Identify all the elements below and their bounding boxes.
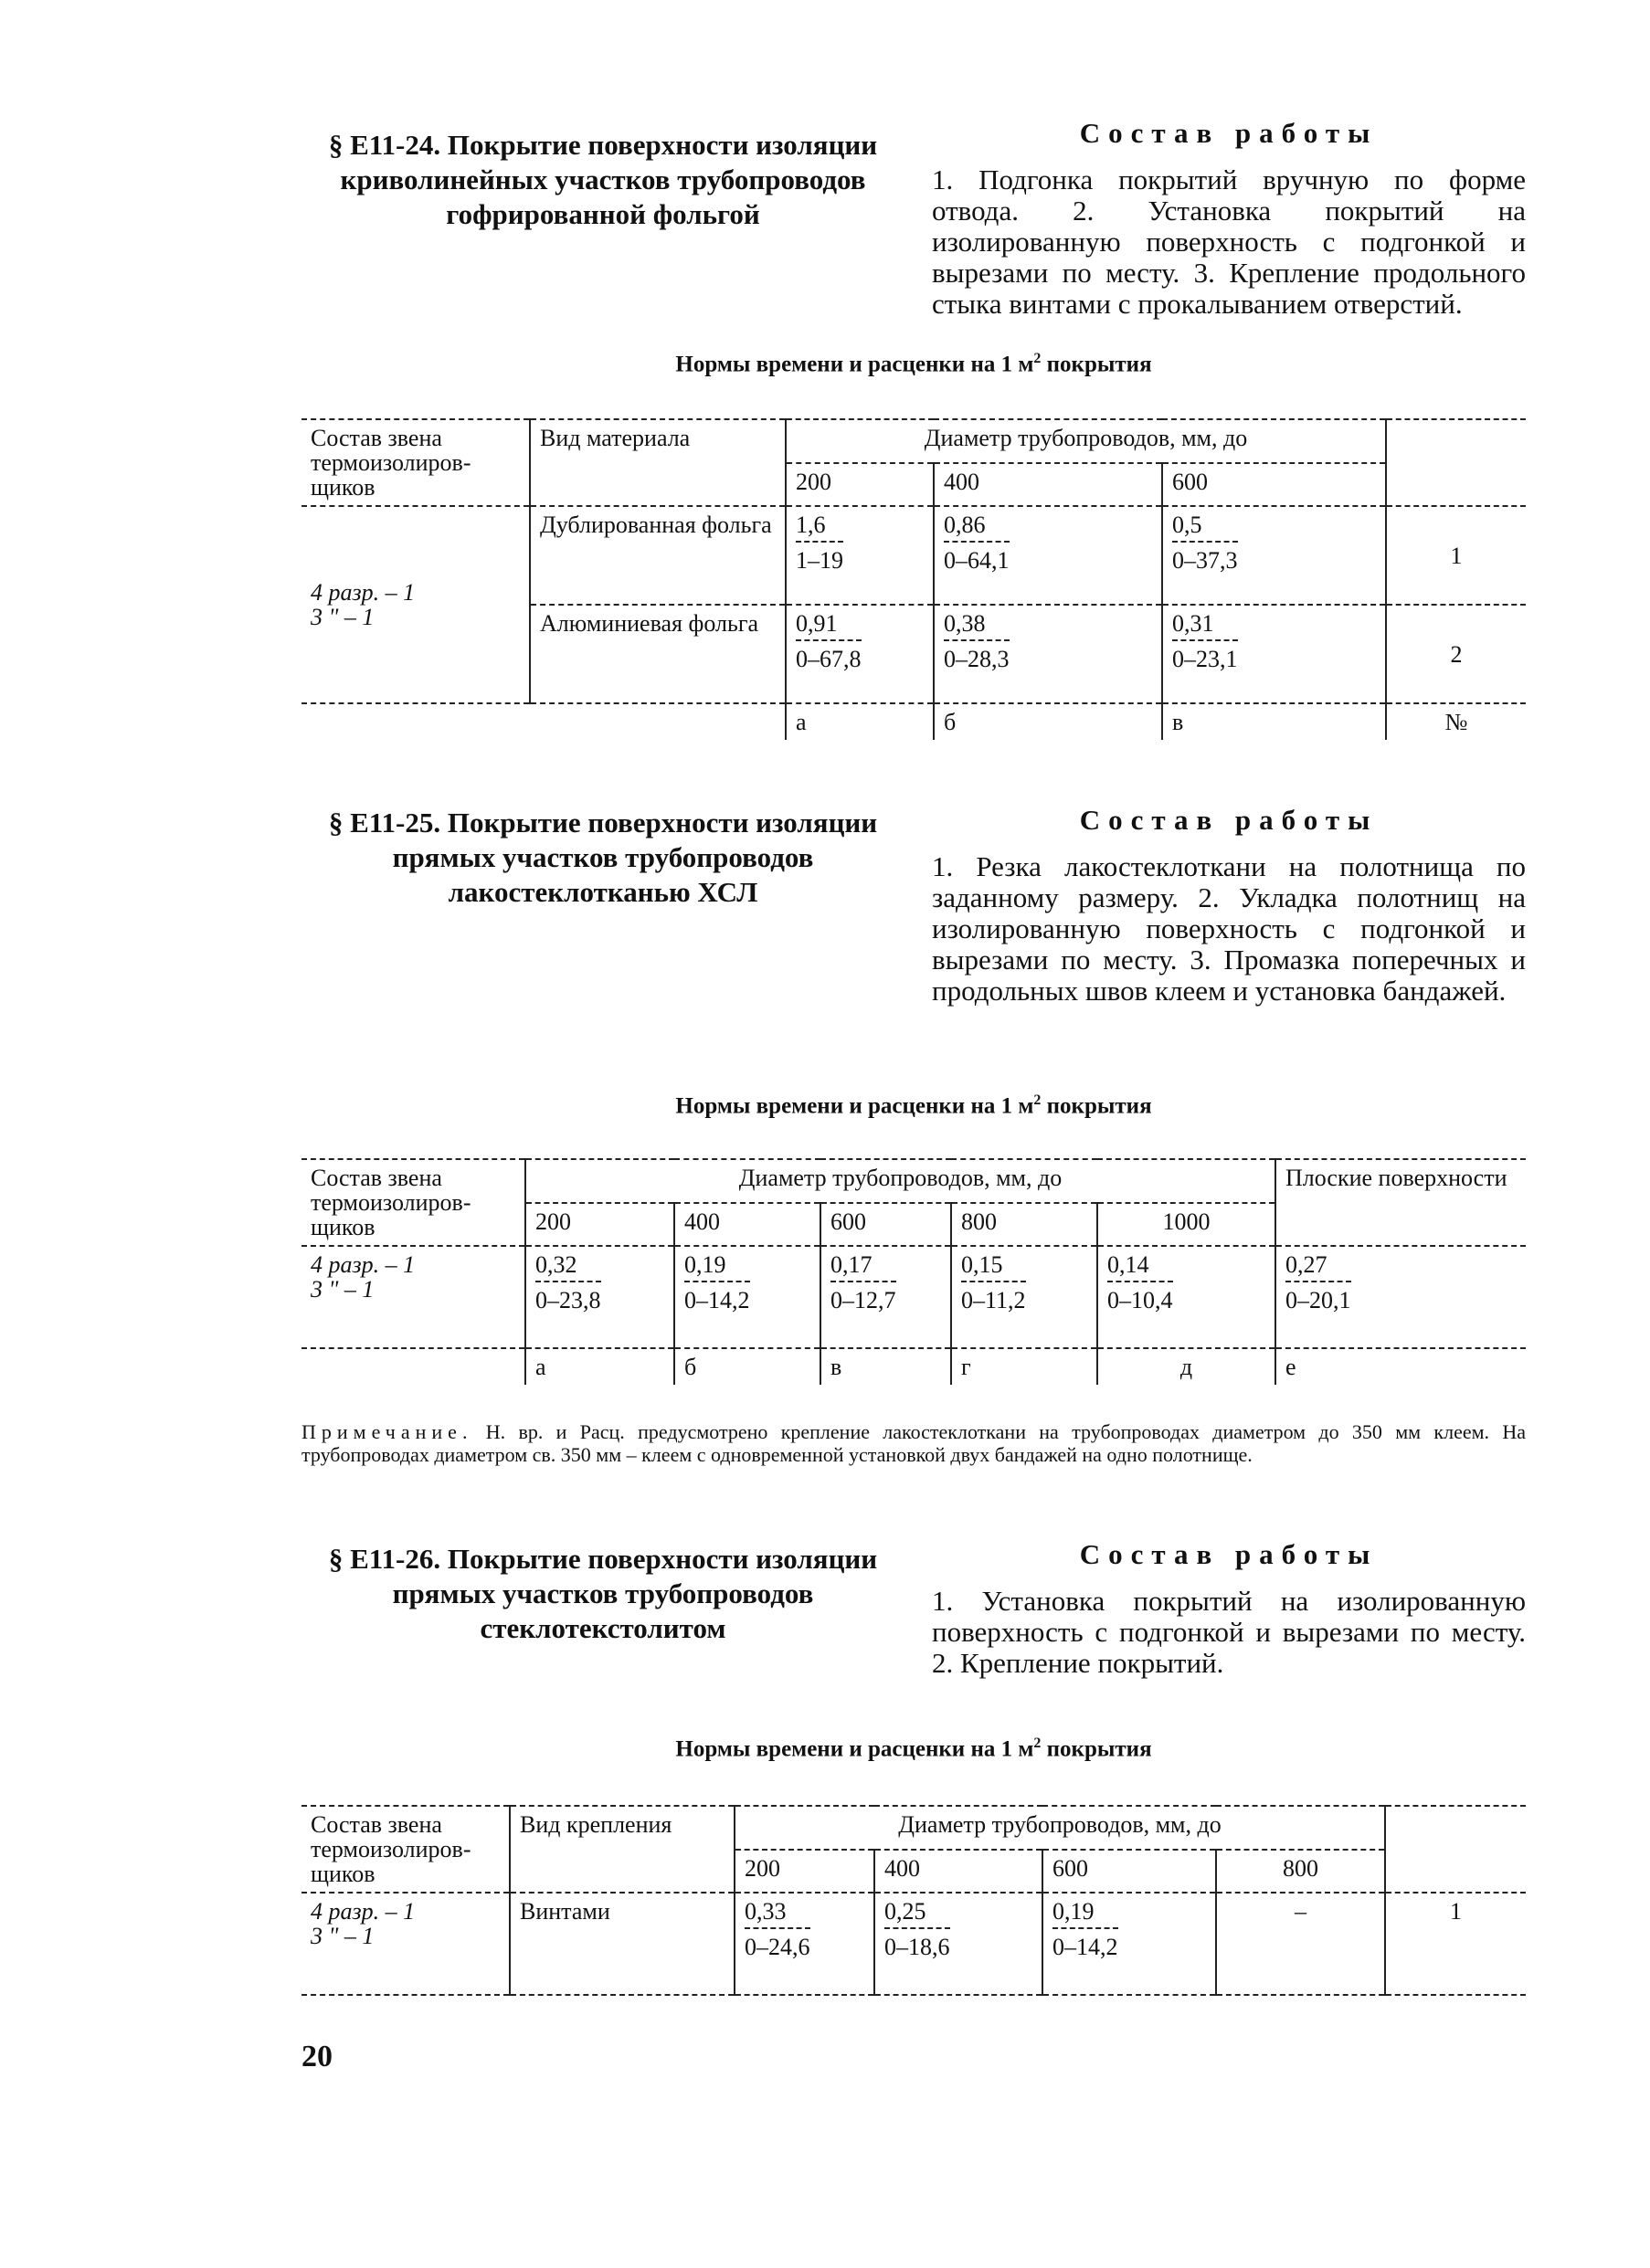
crew-line: 4 разр. – 1 [311,579,416,606]
norm-time: 0,91 [796,610,838,637]
header-crew: Состав звена термоизолиров-щиков [301,1159,525,1246]
norm-time: 0,15 [961,1251,1003,1278]
norm-time: 1,6 [796,512,826,538]
crew-line: 3 " – 1 [311,1923,375,1949]
norms-table [301,1158,1526,1385]
col-letter: е [1275,1348,1526,1385]
header-fixing: Вид крепления [510,1806,735,1893]
diam-400: 400 [934,463,1162,507]
norm-time: 0,14 [1107,1251,1149,1278]
diam-1000: 1000 [1097,1203,1275,1247]
col-letter: г [951,1348,1097,1385]
header-diameter: Диаметр трубопроводов, мм, до [786,419,1386,463]
rate: 0–14,2 [1052,1927,1118,1959]
empty-cell [301,1348,525,1385]
value-cell [674,1246,820,1348]
header-material: Вид материала [530,419,786,506]
table-note [301,1420,1526,1466]
norm-time: 0,31 [1172,610,1214,637]
norms-table [301,1805,1526,1996]
page-number: 20 [301,2040,333,2073]
crew-line: 3 " – 1 [311,604,375,630]
work-heading: Состав работы [1079,117,1379,149]
norm-time: 0,19 [1052,1898,1095,1925]
norm-time: 0,32 [535,1251,577,1278]
col-letter: в [820,1348,951,1385]
header-num-col [1386,419,1526,506]
section-title: § Е11-25. Покрытие поверхности изоляции прямых участков трубопроводов лакостеклотканью ХСЛ [328,807,878,908]
value-cell [934,506,1162,605]
norm-time: 0,33 [745,1898,787,1925]
value-cell [1097,1246,1275,1348]
number-label: № [1386,703,1526,740]
crew-cell [301,1893,510,1995]
rate: 0–23,1 [1172,639,1238,671]
col-letter: в [1162,703,1386,740]
material-cell: Дублированная фольга [530,506,786,605]
rate: 1–19 [796,541,843,573]
diam-400: 400 [874,1850,1042,1894]
col-letter: б [674,1348,820,1385]
section-title: § Е11-24. Покрытие поверхности изоляции криволинейных участков трубопроводов гофрированной фольгой [328,129,878,230]
diam-200: 200 [735,1850,874,1894]
header-num-col [1385,1806,1526,1893]
value-cell [525,1246,674,1348]
note-label: Примечание. [301,1420,473,1443]
row-number: 1 [1385,1893,1526,1995]
norm-time: 0,19 [684,1251,726,1278]
value-cell [735,1893,874,1995]
diam-600: 600 [820,1203,951,1247]
diam-200: 200 [525,1203,674,1247]
diam-400: 400 [674,1203,820,1247]
diam-800: 800 [951,1203,1097,1247]
empty-cell [530,703,786,740]
col-letter: д [1097,1348,1275,1385]
rate: 0–64,1 [944,541,1010,573]
value-cell [786,605,934,703]
value-cell [951,1246,1097,1348]
rate: 0–11,2 [961,1281,1026,1313]
value-cell: – [1216,1893,1385,1995]
col-letter: а [786,703,934,740]
work-text: 1. Установка покрытий на изолированную поверхность с подгонкой и вырезами по месту. 2. Крепление покрытий. [932,1585,1526,1679]
norms-heading: Нормы времени и расценки на 1 $м^2$ покрытия [675,1735,1152,1762]
diam-600: 600 [1162,463,1386,507]
work-text: 1. Резка лакостеклоткани на полотнища по заданному размеру. 2. Укладка полотнищ на изолированную поверхность с подгонкой и вырезами по месту. 3. Промазка поперечных и продольных швов клеем и установка бандажей. [932,850,1526,1007]
col-letter: а [525,1348,674,1385]
work-heading: Состав работы [1079,1538,1379,1570]
diam-200: 200 [786,463,934,507]
value-cell [820,1246,951,1348]
norm-time: 0,17 [830,1251,873,1278]
rate: 0–10,4 [1107,1281,1173,1313]
col-letter: б [934,703,1162,740]
value-cell [934,605,1162,703]
header-flat: Плоские поверхности [1275,1159,1526,1246]
header-crew: Состав звена термоизолиров-щиков [301,419,530,506]
norms-heading: Нормы времени и расценки на 1 $м^2$ покрытия [675,351,1152,377]
value-cell [1042,1893,1216,1995]
empty-cell [301,703,530,740]
value-cell [1162,605,1386,703]
value-cell [1275,1246,1526,1348]
crew-cell [301,1246,525,1348]
crew-line: 4 разр. – 1 [311,1251,416,1278]
crew-line: 4 разр. – 1 [311,1898,416,1925]
norm-time: 0,86 [944,512,986,538]
section-title: § Е11-26. Покрытие поверхности изоляции прямых участков трубопроводов стеклотекстолитом [328,1543,878,1644]
crew-cell [301,506,530,703]
rate: 0–23,8 [535,1281,601,1313]
value-cell [786,506,934,605]
material-cell: Алюминиевая фольга [530,605,786,703]
header-crew: Состав звена термоизолиров-щиков [301,1806,510,1893]
row-number: 1 [1386,506,1526,605]
rate: 0–28,3 [944,639,1010,671]
norms-table [301,418,1526,740]
header-diameter: Диаметр трубопроводов, мм, до [525,1159,1275,1203]
work-heading: Состав работы [1079,804,1379,836]
fixing-cell: Винтами [510,1893,735,1995]
rate: 0–18,6 [884,1927,950,1959]
crew-line: 3 " – 1 [311,1276,375,1303]
norm-time: 0,38 [944,610,986,637]
work-text: 1. Подгонка покрытий вручную по форме отвода. 2. Установка покрытий на изолированную поверхность с подгонкой и вырезами по месту. 3. Крепление продольного стыка винтами с прокалыванием отверстий. [932,164,1526,320]
rate: 0–24,6 [745,1927,810,1959]
rate: 0–37,3 [1172,541,1238,573]
norm-time: 0,5 [1172,512,1202,538]
value-cell [874,1893,1042,1995]
row-number: 2 [1386,605,1526,703]
norm-time: 0,25 [884,1898,926,1925]
diam-600: 600 [1042,1850,1216,1894]
header-diameter: Диаметр трубопроводов, мм, до [735,1806,1385,1850]
diam-800: 800 [1216,1850,1385,1894]
note-text: Н. вр. и Расц. предусмотрено крепление лакостеклоткани на трубопроводах диаметром до 350 мм клеем. На трубопроводах диаметром св. 350 мм – клеем с одновременной установкой двух бандажей на одно полотнище. [301,1420,1526,1466]
rate: 0–67,8 [796,639,862,671]
norm-time: 0,27 [1285,1251,1327,1278]
rate: 0–12,7 [830,1281,896,1313]
value-cell [1162,506,1386,605]
norms-heading: Нормы времени и расценки на 1 $м^2$ покрытия [675,1092,1152,1119]
rate: 0–20,1 [1285,1281,1351,1313]
rate: 0–14,2 [684,1281,750,1313]
